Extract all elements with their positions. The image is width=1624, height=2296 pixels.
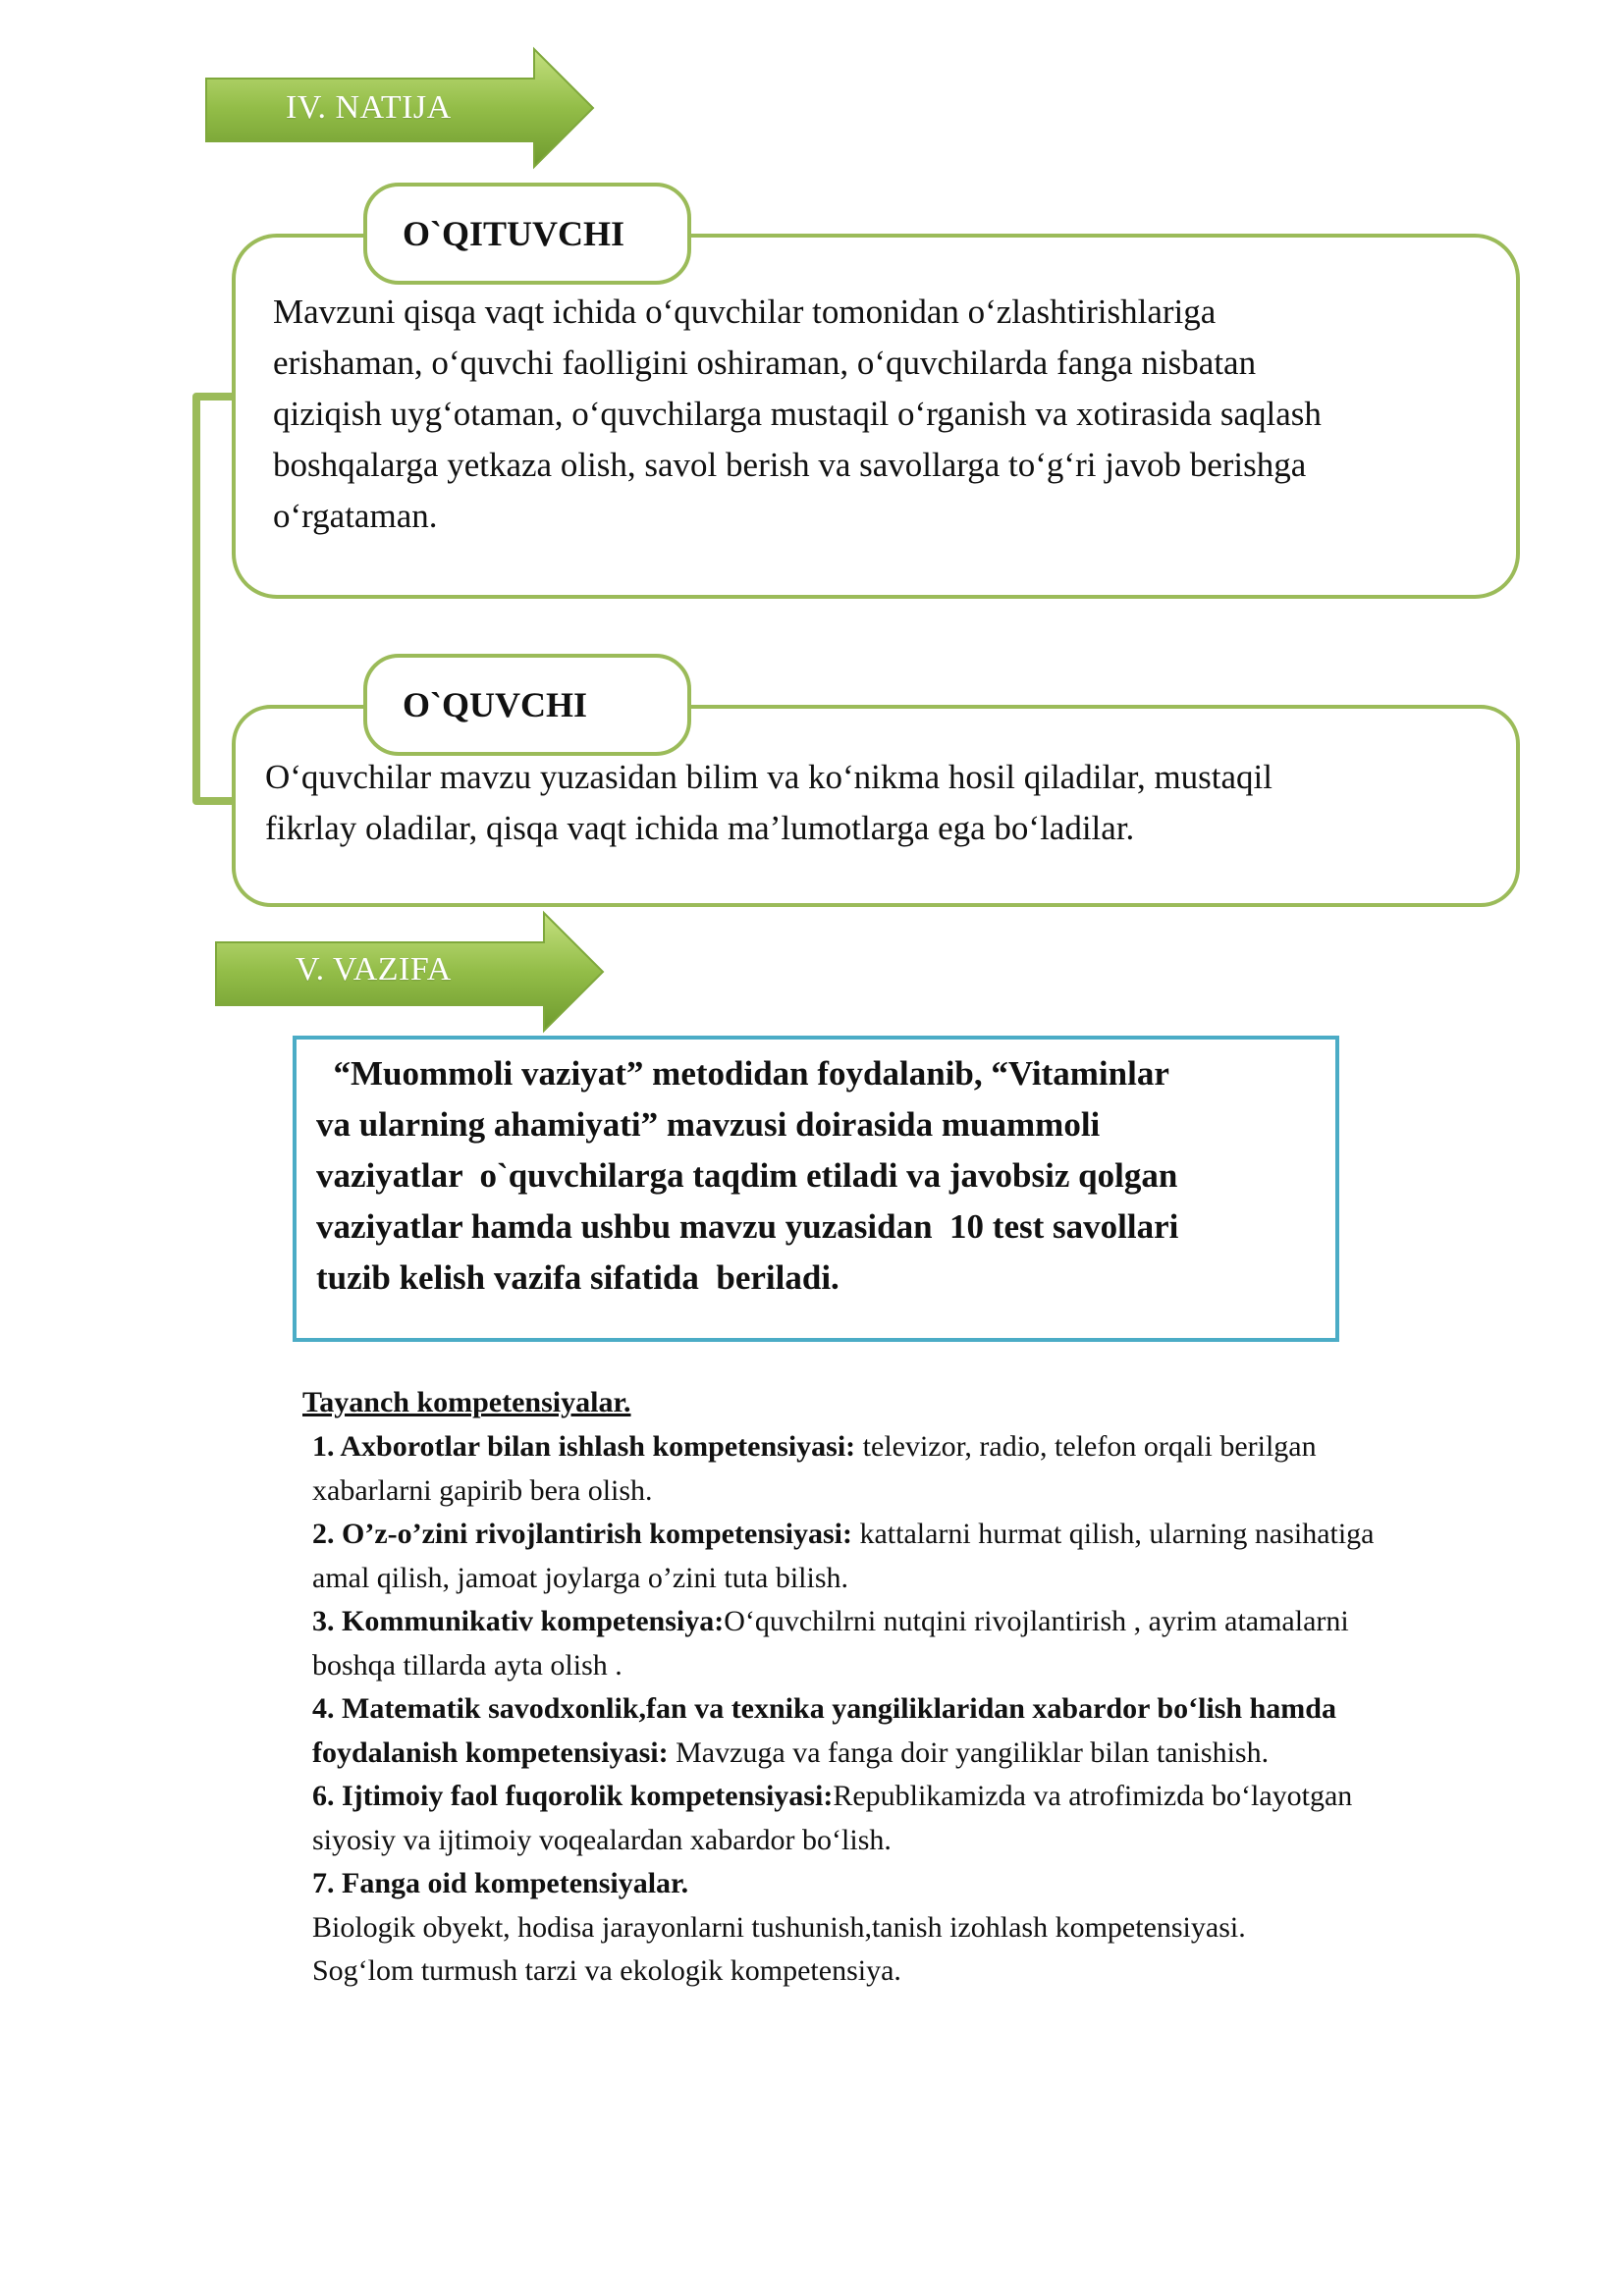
task-text	[316, 1048, 1178, 1304]
student-text	[265, 752, 1272, 854]
competency-item	[312, 1425, 1375, 1469]
competencies-list	[312, 1425, 1375, 1994]
competency-cont: boshqa tillarda ayta olish .	[312, 1648, 623, 1682]
competency-extra: Sog‘lom turmush tarzi va ekologik kompetensiya.	[312, 1954, 901, 1987]
student-line: fikrlay oladilar, qisqa vaqt ichida ma’lumotlarga ega bo‘ladilar.	[265, 809, 1135, 847]
teacher-line: Mavzuni qisqa vaqt ichida o‘quvchilar tomonidan o‘zlashtirishlariga	[273, 293, 1217, 331]
task-line: “Muommoli vaziyat” metodidan foydalanib, “Vitaminlar	[316, 1054, 1169, 1093]
competency-bold: 4. Matematik savodxonlik,fan va texnika yangiliklaridan xabardor bo‘lish hamda	[312, 1692, 1336, 1725]
competency-text: televizor, radio, telefon orqali berilgan	[855, 1430, 1317, 1463]
competency-text: kattalarni hurmat qilish, ularning nasihatiga	[851, 1518, 1375, 1550]
competency-cont	[312, 1732, 1375, 1776]
student-line: O‘quvchilar mavzu yuzasidan bilim va ko‘nikma hosil qiladilar, mustaqil	[265, 758, 1273, 796]
competency-item	[312, 1862, 1375, 1906]
competency-bold: 1. Axborotlar bilan ishlash kompetensiyasi:	[312, 1430, 856, 1463]
competency-cont: siyosiy va ijtimoiy voqealardan xabardor bo‘lish.	[312, 1823, 892, 1856]
competency-item	[312, 1513, 1375, 1557]
teacher-line: o‘rgataman.	[273, 497, 438, 535]
teacher-title: O`QITUVCHI	[403, 214, 625, 253]
teacher-title-tab	[363, 183, 691, 285]
competency-cont-text: Mavzuga va fanga doir yangiliklar bilan tanishish.	[668, 1735, 1270, 1769]
natija-arrow	[202, 45, 595, 173]
natija-label: IV. NATIJA	[286, 89, 452, 126]
competency-cont-bold: foydalanish kompetensiyasi:	[312, 1735, 669, 1769]
competency-bold: 6. Ijtimoiy faol fuqorolik kompetensiyasi:	[312, 1780, 834, 1812]
teacher-text	[273, 287, 1322, 542]
competency-cont: amal qilish, jamoat joylarga o’zini tuta bilish.	[312, 1561, 849, 1594]
competency-bold: 3. Kommunikativ kompetensiya:	[312, 1605, 725, 1637]
competency-text: Republikamizda va atrofimizda bo‘layotgan	[833, 1780, 1353, 1812]
competency-item	[312, 1600, 1375, 1644]
teacher-line: qiziqish uyg‘otaman, o‘quvchilarga mustaqil o‘rganish va xotirasida saqlash	[273, 395, 1322, 433]
competency-bold: 2. O’z-o’zini rivojlantirish kompetensiyasi:	[312, 1518, 852, 1550]
task-line: vaziyatlar hamda ushbu mavzu yuzasidan 10 test savollari	[316, 1207, 1179, 1246]
competency-cont: xabarlarni gapirib bera olish.	[312, 1473, 653, 1507]
competency-extra: Biologik obyekt, hodisa jarayonlarni tushunish,tanish izohlash kompetensiyasi.	[312, 1910, 1246, 1944]
vazifa-label: V. VAZIFA	[296, 951, 452, 988]
competency-bold: 7. Fanga oid kompetensiyalar.	[312, 1867, 689, 1899]
competency-item	[312, 1775, 1375, 1819]
task-line: tuzib kelish vazifa sifatida beriladi.	[316, 1258, 839, 1297]
teacher-line: erishaman, o‘quvchi faolligini oshiraman, o‘quvchilarda fanga nisbatan	[273, 344, 1257, 382]
competency-text: O‘quvchilrni nutqini rivojlantirish , ayrim atamalarni	[724, 1605, 1349, 1637]
task-line: vaziyatlar o`quvchilarga taqdim etiladi va javobsiz qolgan	[316, 1156, 1178, 1195]
student-title-tab	[363, 654, 691, 756]
vazifa-arrow	[212, 909, 605, 1037]
competency-item	[312, 1687, 1375, 1732]
task-line: va ularning ahamiyati” mavzusi doirasida muammoli	[316, 1105, 1101, 1144]
competencies-title: Tayanch kompetensiyalar.	[302, 1386, 631, 1418]
student-title: O`QUVCHI	[403, 685, 587, 724]
teacher-line: boshqalarga yetkaza olish, savol berish va savollarga to‘g‘ri javob berishga	[273, 446, 1307, 484]
